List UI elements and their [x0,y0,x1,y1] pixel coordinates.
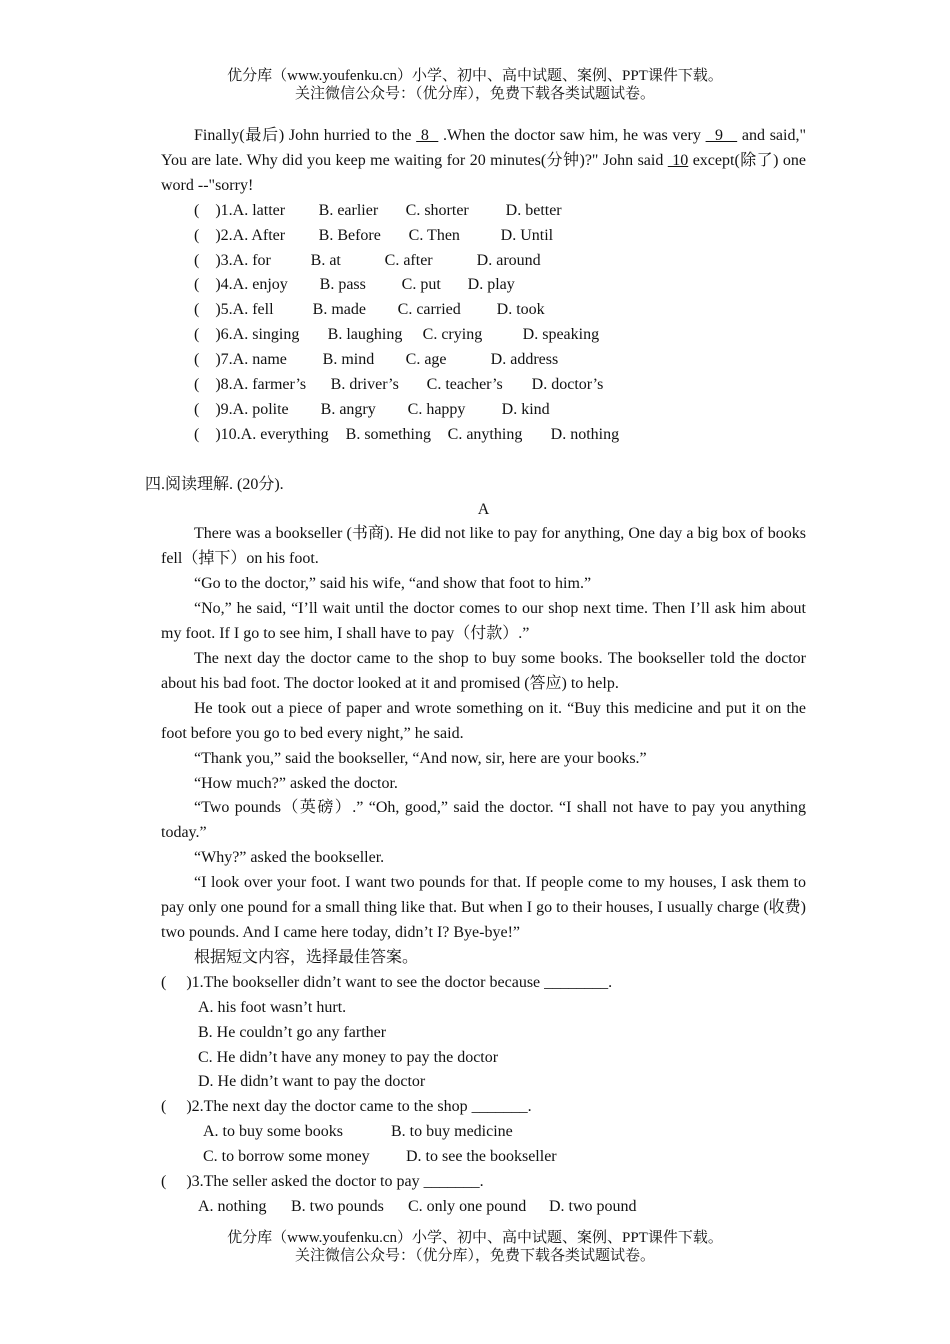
option-b: B. Before [318,226,381,244]
option-a: A. nothing [198,1197,267,1215]
section-title: 四.阅读理解. (20分). [145,475,284,493]
option-d: D. address [490,351,559,369]
question-number: ( )4. [194,276,233,294]
option-b: B. earlier [318,201,379,219]
blank-9: 9 [705,127,738,144]
option-d: D. speaking [522,326,600,344]
option-b: B. pass [319,276,366,294]
option-a: A. latter [232,201,286,219]
cloze-option-row [161,348,806,373]
question-number: ( )7. [194,351,233,369]
option-c: C. shorter [405,201,469,219]
option-c: C. carried [397,301,461,319]
cloze-option-row [161,273,806,298]
option-c: C. teacher’s [426,376,503,394]
passage-paragraph: “No,” he said, “I’ll wait until the doctor comes to our shop next time. Then I’ll ask him about my foot. If I go to see him, I shall have to pay（付款）.” [161,600,806,643]
question-number: ( )1. [194,201,233,219]
blank-10: 10 [667,151,689,169]
option-b: B. mind [322,351,375,369]
page-footer [0,1229,950,1265]
question-option-row [161,1145,806,1170]
passage-paragraph: “I look over your foot. I want two pounds for that. If people come to my houses, I ask them to pay only one pound for a small thing like that. But when I go to their houses, I usually charge (收费) two pounds. And I came here today, didn’t I? Bye-bye!” [161,874,806,941]
cloze-option-row [161,398,806,423]
option-c: C. crying [422,326,483,344]
cloze-passage-end [161,124,806,199]
passage-paragraph: There was a bookseller (书商). He did not like to pay for anything, One day a big box of books fell（掉下）on his foot. [161,525,806,568]
passage-label: A [477,500,490,518]
question-option-row [161,1120,806,1145]
question-stem: ( )3.The seller asked the doctor to pay _______. [161,1173,484,1191]
cloze-option-row [161,249,806,274]
option-c: C. anything [447,425,523,443]
option-b: B. angry [320,400,376,418]
option-d: D. play [467,276,515,294]
cloze-text: and said," You are late. Why did you keep me waiting for 20 minutes(分钟)?" John said [161,127,807,169]
option-c: C. only one pound [408,1197,527,1215]
passage-paragraph: He took out a piece of paper and wrote something on it. “Buy this medicine and put it on the foot before you go to bed every night,” he said. [161,699,806,742]
question-option: B. He couldn’t go any farther [198,1023,387,1041]
question-number: ( )9. [194,400,233,418]
cloze-option-row [161,323,806,348]
option-a: A. enjoy [232,276,288,294]
option-a: A. to buy some books [203,1123,343,1141]
option-d: D. two pound [549,1197,637,1215]
option-d: D. better [505,201,562,219]
option-a: A. farmer’s [232,376,307,394]
question-option: A. his foot wasn’t hurt. [198,998,347,1016]
question-number: ( )2. [194,226,233,244]
option-a: A. for [232,251,271,269]
passage-paragraph: “Why?” asked the bookseller. [194,849,385,867]
document-body [145,124,807,1220]
footer-line-2: 关注微信公众号：（优分库），免费下载各类试题试卷。 [294,1248,655,1264]
option-c: C. to borrow some money [203,1148,370,1166]
cloze-text: Finally(最后) John hurried to the [194,127,417,144]
question-number: ( )3. [194,251,233,269]
cloze-option-row [161,224,806,249]
option-a: A. After [232,226,286,244]
option-a: A. everything [240,425,329,443]
option-b: B. laughing [327,326,403,344]
option-a: A. name [232,351,287,369]
cloze-text: except(除了) one word --"sorry! [161,151,806,194]
header-line-2: 关注微信公众号：（优分库），免费下载各类试题试卷。 [294,86,655,102]
option-a: A. singing [232,326,300,344]
passage-paragraph: The next day the doctor came to the shop to buy some books. The bookseller told the doctor about his bad foot. The doctor looked at it and promised (答应) to help. [161,650,806,692]
passage-paragraph: “Go to the doctor,” said his wife, “and show that foot to him.” [194,575,592,593]
option-b: B. something [345,425,431,443]
option-d: D. around [476,251,541,269]
option-b: B. driver’s [330,376,399,394]
reading-passage [161,522,806,970]
option-c: C. age [405,351,447,369]
passage-paragraph: “Thank you,” said the bookseller, “And now, sir, here are your books.” [194,749,647,767]
cloze-option-row [161,373,806,398]
option-d: D. nothing [550,425,620,443]
question-option: D. He didn’t want to pay the doctor [198,1073,426,1091]
footer-line-1: 优分库（www.youfenku.cn）小学、初中、高中试题、案例、PPT课件下载。 [227,1230,723,1246]
question-stem: ( )1.The bookseller didn’t want to see the doctor because ________. [161,973,613,991]
option-a: A. fell [232,301,274,319]
option-b: B. to buy medicine [391,1123,513,1141]
option-c: C. Then [408,226,460,244]
passage-paragraph: “Two pounds（英磅）.” “Oh, good,” said the doctor. “I shall not have to pay you anything today.” [161,799,806,842]
passage-paragraph: “How much?” asked the doctor. [194,774,398,792]
reading-question-3 [161,1170,806,1220]
option-d: D. doctor’s [531,376,604,394]
question-option: C. He didn’t have any money to pay the doctor [198,1048,499,1066]
instruction-text: 根据短文内容，选择最佳答案。 [194,948,419,966]
option-d: D. to see the bookseller [406,1148,557,1166]
cloze-option-row [161,199,806,224]
cloze-text: .When the doctor saw him, he was very [438,127,706,144]
blank-8: 8 [416,127,439,144]
question-number: ( )5. [194,301,233,319]
option-b: B. two pounds [291,1197,384,1215]
question-stem: ( )2.The next day the doctor came to the shop _______. [161,1098,532,1116]
question-number: ( )10. [194,425,241,443]
question-number: ( )8. [194,376,233,394]
option-b: B. made [312,301,366,319]
option-a: A. polite [232,400,289,418]
question-option-row [161,1195,806,1220]
cloze-options-list [161,199,806,448]
option-b: B. at [310,251,341,269]
option-c: C. after [384,251,433,269]
page-header [0,67,950,103]
question-number: ( )6. [194,326,233,344]
header-line-1: 优分库（www.youfenku.cn）小学、初中、高中试题、案例、PPT课件下载。 [227,68,723,84]
reading-question-1 [161,971,806,1096]
option-d: D. took [496,301,545,319]
option-c: C. put [401,276,441,294]
option-d: D. Until [500,226,554,244]
reading-question-2 [161,1095,806,1170]
option-d: D. kind [501,400,550,418]
cloze-option-row [161,298,806,323]
option-c: C. happy [407,400,466,418]
cloze-option-row [161,423,806,448]
